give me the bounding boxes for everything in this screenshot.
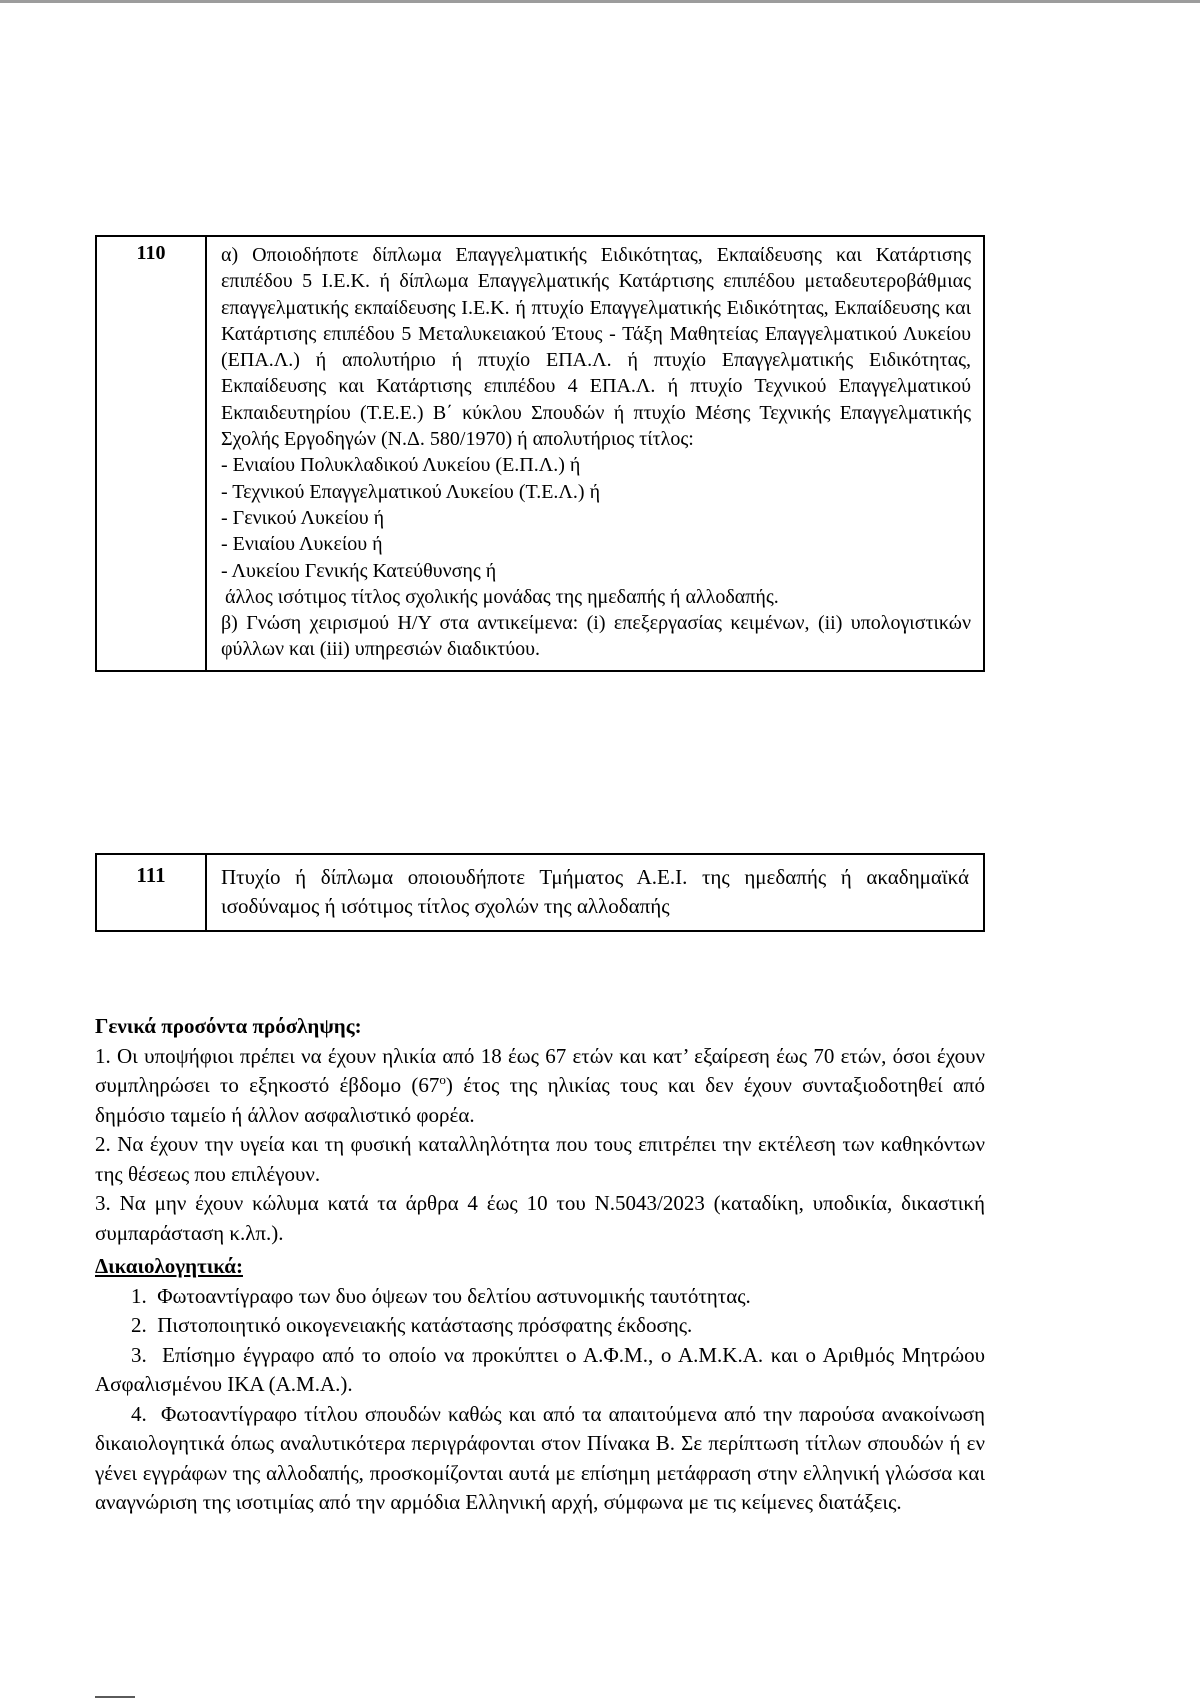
- qualification-para-b: β) Γνώση χειρισμού Η/Υ στα αντικείμενα: (i) επεξεργασίας κειμένων, (ii) υπολογιστικών φύλλων και (iii) υπηρεσιών διαδικτύου.: [221, 612, 971, 661]
- document-item-3: 3. Επίσημο έγγραφο από το οποίο να προκύπτει ο Α.Φ.Μ., ο Α.Μ.Κ.Α. και ο Αριθμός Μητρώου Ασφαλισμένου ΙΚΑ (Α.Μ.Α.).: [95, 1342, 985, 1396]
- top-edge-line: [0, 0, 1200, 3]
- document-item-2: 2. Πιστοποιητικό οικογενειακής κατάστασης πρόσφατης έκδοσης.: [131, 1313, 693, 1337]
- qualification-cell-110: [206, 236, 984, 671]
- required-documents-section: [95, 1252, 985, 1518]
- degree-bullet: - Ενιαίου Πολυκλαδικού Λυκείου (Ε.Π.Λ.) ή: [221, 454, 581, 477]
- general-qualifications-section: [95, 1012, 985, 1248]
- next-table-edge-stub: [95, 1696, 135, 1698]
- document-item-4: 4. Φωτοαντίγραφο τίτλου σπουδών καθώς και από τα απαιτούμενα από την παρούσα ανακοίνωση δικαιολογητικά όπως αναλυτικότερα περιγράφονται στον Πίνακα Β. Σε περίπτωση τίτλων σπουδών ή εν γένει εγγράφων της αλλοδαπής, προσκομίζονται αυτά με επίσημη μετάφραση στην ελληνική γλώσσα και αναγνώριση της ισοτιμίας από την αρμόδια Ελληνική αρχή, σύμφωνα με τις κείμενες διατάξεις.: [95, 1401, 985, 1514]
- item1-text-before: 1. Οι υποψήφιοι πρέπει να έχουν ηλικία από 18 έως 67 ετών και κατ’ εξαίρεση έως 70 ετών, όσοι έχουν συμπληρώσει το εξηκοστό έβδομο (67: [95, 1043, 985, 1097]
- degree-bullet: - Λυκείου Γενικής Κατεύθυνσης ή: [221, 559, 497, 582]
- document-item-1: 1. Φωτοαντίγραφο των δυο όψεων του δελτίου αστυνομικής ταυτότητας.: [131, 1283, 751, 1308]
- row-code-110: 110: [96, 236, 206, 671]
- degree-bullet: - Ενιαίου Λυκείου ή: [221, 533, 383, 556]
- general-qualifications-heading: Γενικά προσόντα πρόσληψης:: [95, 1014, 362, 1038]
- qualification-cell-111: [206, 854, 984, 931]
- general-qualification-item-2: 2. Να έχουν την υγεία και τη φυσική καταλληλότητα που τους επιτρέπει την εκτέλεση των καθηκόντων της θέσεως που επιλέγουν.: [95, 1132, 985, 1186]
- qualification-table-110: [95, 235, 985, 672]
- degree-bullet: - Τεχνικού Επαγγελματικού Λυκείου (Τ.Ε.Λ.) ή: [221, 480, 601, 503]
- qualification-para-a: α) Οποιοδήποτε δίπλωμα Επαγγελματικής Ειδικότητας, Εκπαίδευσης και Κατάρτισης επιπέδου 5 Ι.Ε.Κ. ή δίπλωμα Επαγγελματικής Κατάρτισης επιπέδου μεταδευτεροβάθμιας επαγγελματικής εκπαίδευσης Ι.Ε.Κ. ή πτυχίο Επαγγελματικής Ειδικότητας, Εκπαίδευσης και Κατάρτισης επιπέδου 5 Μεταλυκειακού Έτους - Τάξη Μαθητείας Επαγγελματικού Λυκείου (ΕΠΑ.Λ.) ή απολυτήριο ή πτυχίο ΕΠΑ.Λ. ή πτυχίο Επαγγελματικής Ειδικότητας, Εκπαίδευσης και Κατάρτισης επιπέδου 4 ΕΠΑ.Λ. ή πτυχίο Τεχνικού Επαγγελματικού Εκπαιδευτηρίου (Τ.Ε.Ε.) Β΄ κύκλου Σπουδών ή πτυχίο Μέσης Τεχνικής Επαγγελματικής Σχολής Εργοδηγών (Ν.Δ. 580/1970) ή απολυτήριος τίτλος:: [221, 244, 971, 451]
- qualification-table-111: [95, 853, 985, 932]
- ordinal-superscript: ο: [439, 1072, 446, 1087]
- table-row: [96, 236, 984, 671]
- item1-text-after: ) έτος της ηλικίας τους και δεν έχουν συνταξιοδοτηθεί από δημόσιο ταμείο ή άλλον ασφαλιστικό φορέα.: [95, 1073, 985, 1127]
- required-documents-heading: Δικαιολογητικά:: [95, 1254, 243, 1278]
- general-qualification-item-1: [95, 1042, 985, 1131]
- general-qualification-item-3: 3. Να μην έχουν κώλυμα κατά τα άρθρα 4 έως 10 του Ν.5043/2023 (καταδίκη, υποδικία, δικαστική συμπαράσταση κ.λπ.).: [95, 1191, 985, 1245]
- table-row: [96, 854, 984, 931]
- equivalent-title-line: άλλος ισότιμος τίτλος σχολικής μονάδας της ημεδαπής ή αλλοδαπής.: [225, 585, 779, 608]
- qualification-text-111: Πτυχίο ή δίπλωμα οποιουδήποτε Τμήματος Α.Ε.Ι. της ημεδαπής ή ακαδημαϊκά ισοδύναμος ή ισότιμος τίτλος σχολών της αλλοδαπής: [221, 865, 969, 918]
- degree-bullet: - Γενικού Λυκείου ή: [221, 506, 385, 529]
- row-code-111: 111: [96, 854, 206, 931]
